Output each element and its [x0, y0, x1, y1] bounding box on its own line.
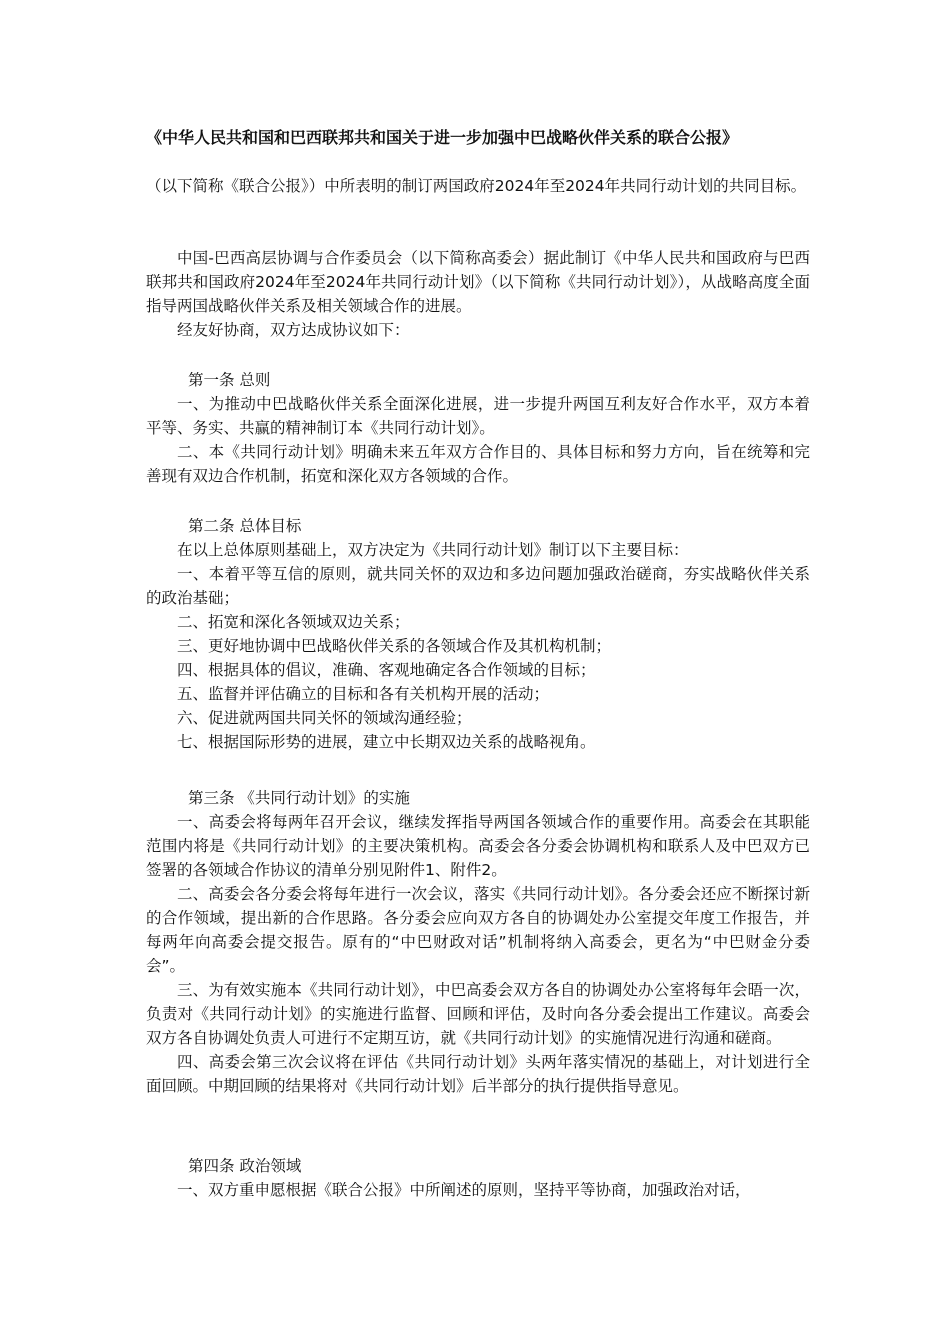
- preamble-section: [146, 246, 810, 342]
- article-2-section: [146, 514, 810, 754]
- article-1-paragraph: 二、本《共同行动计划》明确未来五年双方合作目的、具体目标和努力方向，旨在统筹和完善现有双边合作机制，拓宽和深化双方各领域的合作。: [146, 443, 810, 485]
- article-1-heading: 第一条 总则: [188, 371, 271, 389]
- article-2-item: 二、拓宽和深化各领域双边关系；: [177, 613, 410, 631]
- article-4-heading: 第四条 政治领域: [188, 1157, 302, 1175]
- article-3-paragraph: 二、高委会各分委会将每年进行一次会议，落实《共同行动计划》。各分委会还应不断探讨新的合作领域，提出新的合作思路。各分委会应向双方各自的协调处办公室提交年度工作报告，并每两年向高委会提交报告。原有的“中巴财政对话”机制将纳入高委会，更名为“中巴财金分委会”。: [146, 885, 810, 975]
- agreement-statement: 经友好协商，双方达成协议如下：: [177, 321, 410, 339]
- article-1-section: [146, 368, 810, 488]
- article-2-item: 三、更好地协调中巴战略伙伴关系的各领域合作及其机构机制；: [177, 637, 612, 655]
- preamble-paragraph: 中国-巴西高层协调与合作委员会（以下简称高委会）据此制订《中华人民共和国政府与巴西联邦共和国政府2024年至2024年共同行动计划》（以下简称《共同行动计划》），从战略高度全面指导两国战略伙伴关系及相关领域合作的进展。: [146, 249, 810, 315]
- document-title: 《中华人民共和国和巴西联邦共和国关于进一步加强中巴战略伙伴关系的联合公报》: [146, 128, 739, 147]
- article-3-heading: 第三条 《共同行动计划》的实施: [188, 789, 410, 807]
- article-2-item: 四、根据具体的倡议，准确、客观地确定各合作领域的目标；: [177, 661, 596, 679]
- article-3-paragraph: 三、为有效实施本《共同行动计划》，中巴高委会双方各自的协调处办公室将每年会晤一次，负责对《共同行动计划》的实施进行监督、回顾和评估，及时向各分委会提出工作建议。高委会双方各自协调处负责人可进行不定期互访，就《共同行动计划》的实施情况进行沟通和磋商。: [146, 981, 810, 1047]
- article-3-paragraph: 四、高委会第三次会议将在评估《共同行动计划》头两年落实情况的基础上，对计划进行全面回顾。中期回顾的结果将对《共同行动计划》后半部分的执行提供指导意见。: [146, 1053, 810, 1095]
- article-2-item: 七、根据国际形势的进展，建立中长期双边关系的战略视角。: [177, 733, 596, 751]
- article-2-paragraph: 在以上总体原则基础上，双方决定为《共同行动计划》制订以下主要目标：: [177, 541, 689, 559]
- article-2-item: 六、促进就两国共同关怀的领域沟通经验；: [177, 709, 472, 727]
- article-3-section: [146, 786, 810, 1098]
- article-1-paragraph: 一、为推动中巴战略伙伴关系全面深化进展，进一步提升两国互利友好合作水平，双方本着平等、务实、共赢的精神制订本《共同行动计划》。: [146, 395, 810, 437]
- article-4-section: [146, 1154, 810, 1202]
- article-3-paragraph: 一、高委会将每两年召开会议，继续发挥指导两国各领域合作的重要作用。高委会在其职能范围内将是《共同行动计划》的主要决策机构。高委会各分委会协调机构和联系人及中巴双方已签署的各领域合作协议的清单分别见附件1、附件2。: [146, 813, 810, 879]
- article-4-paragraph: 一、双方重申愿根据《联合公报》中所阐述的原则，坚持平等协商，加强政治对话，: [177, 1181, 751, 1199]
- article-2-item: 一、本着平等互信的原则，就共同关怀的双边和多边问题加强政治磋商，夯实战略伙伴关系的政治基础；: [146, 565, 810, 607]
- intro-paragraph: （以下简称《联合公报》）中所表明的制订两国政府2024年至2024年共同行动计划的共同目标。: [146, 177, 807, 195]
- intro-section: [146, 174, 810, 198]
- article-2-heading: 第二条 总体目标: [188, 517, 302, 535]
- article-2-item: 五、监督并评估确立的目标和各有关机构开展的活动；: [177, 685, 550, 703]
